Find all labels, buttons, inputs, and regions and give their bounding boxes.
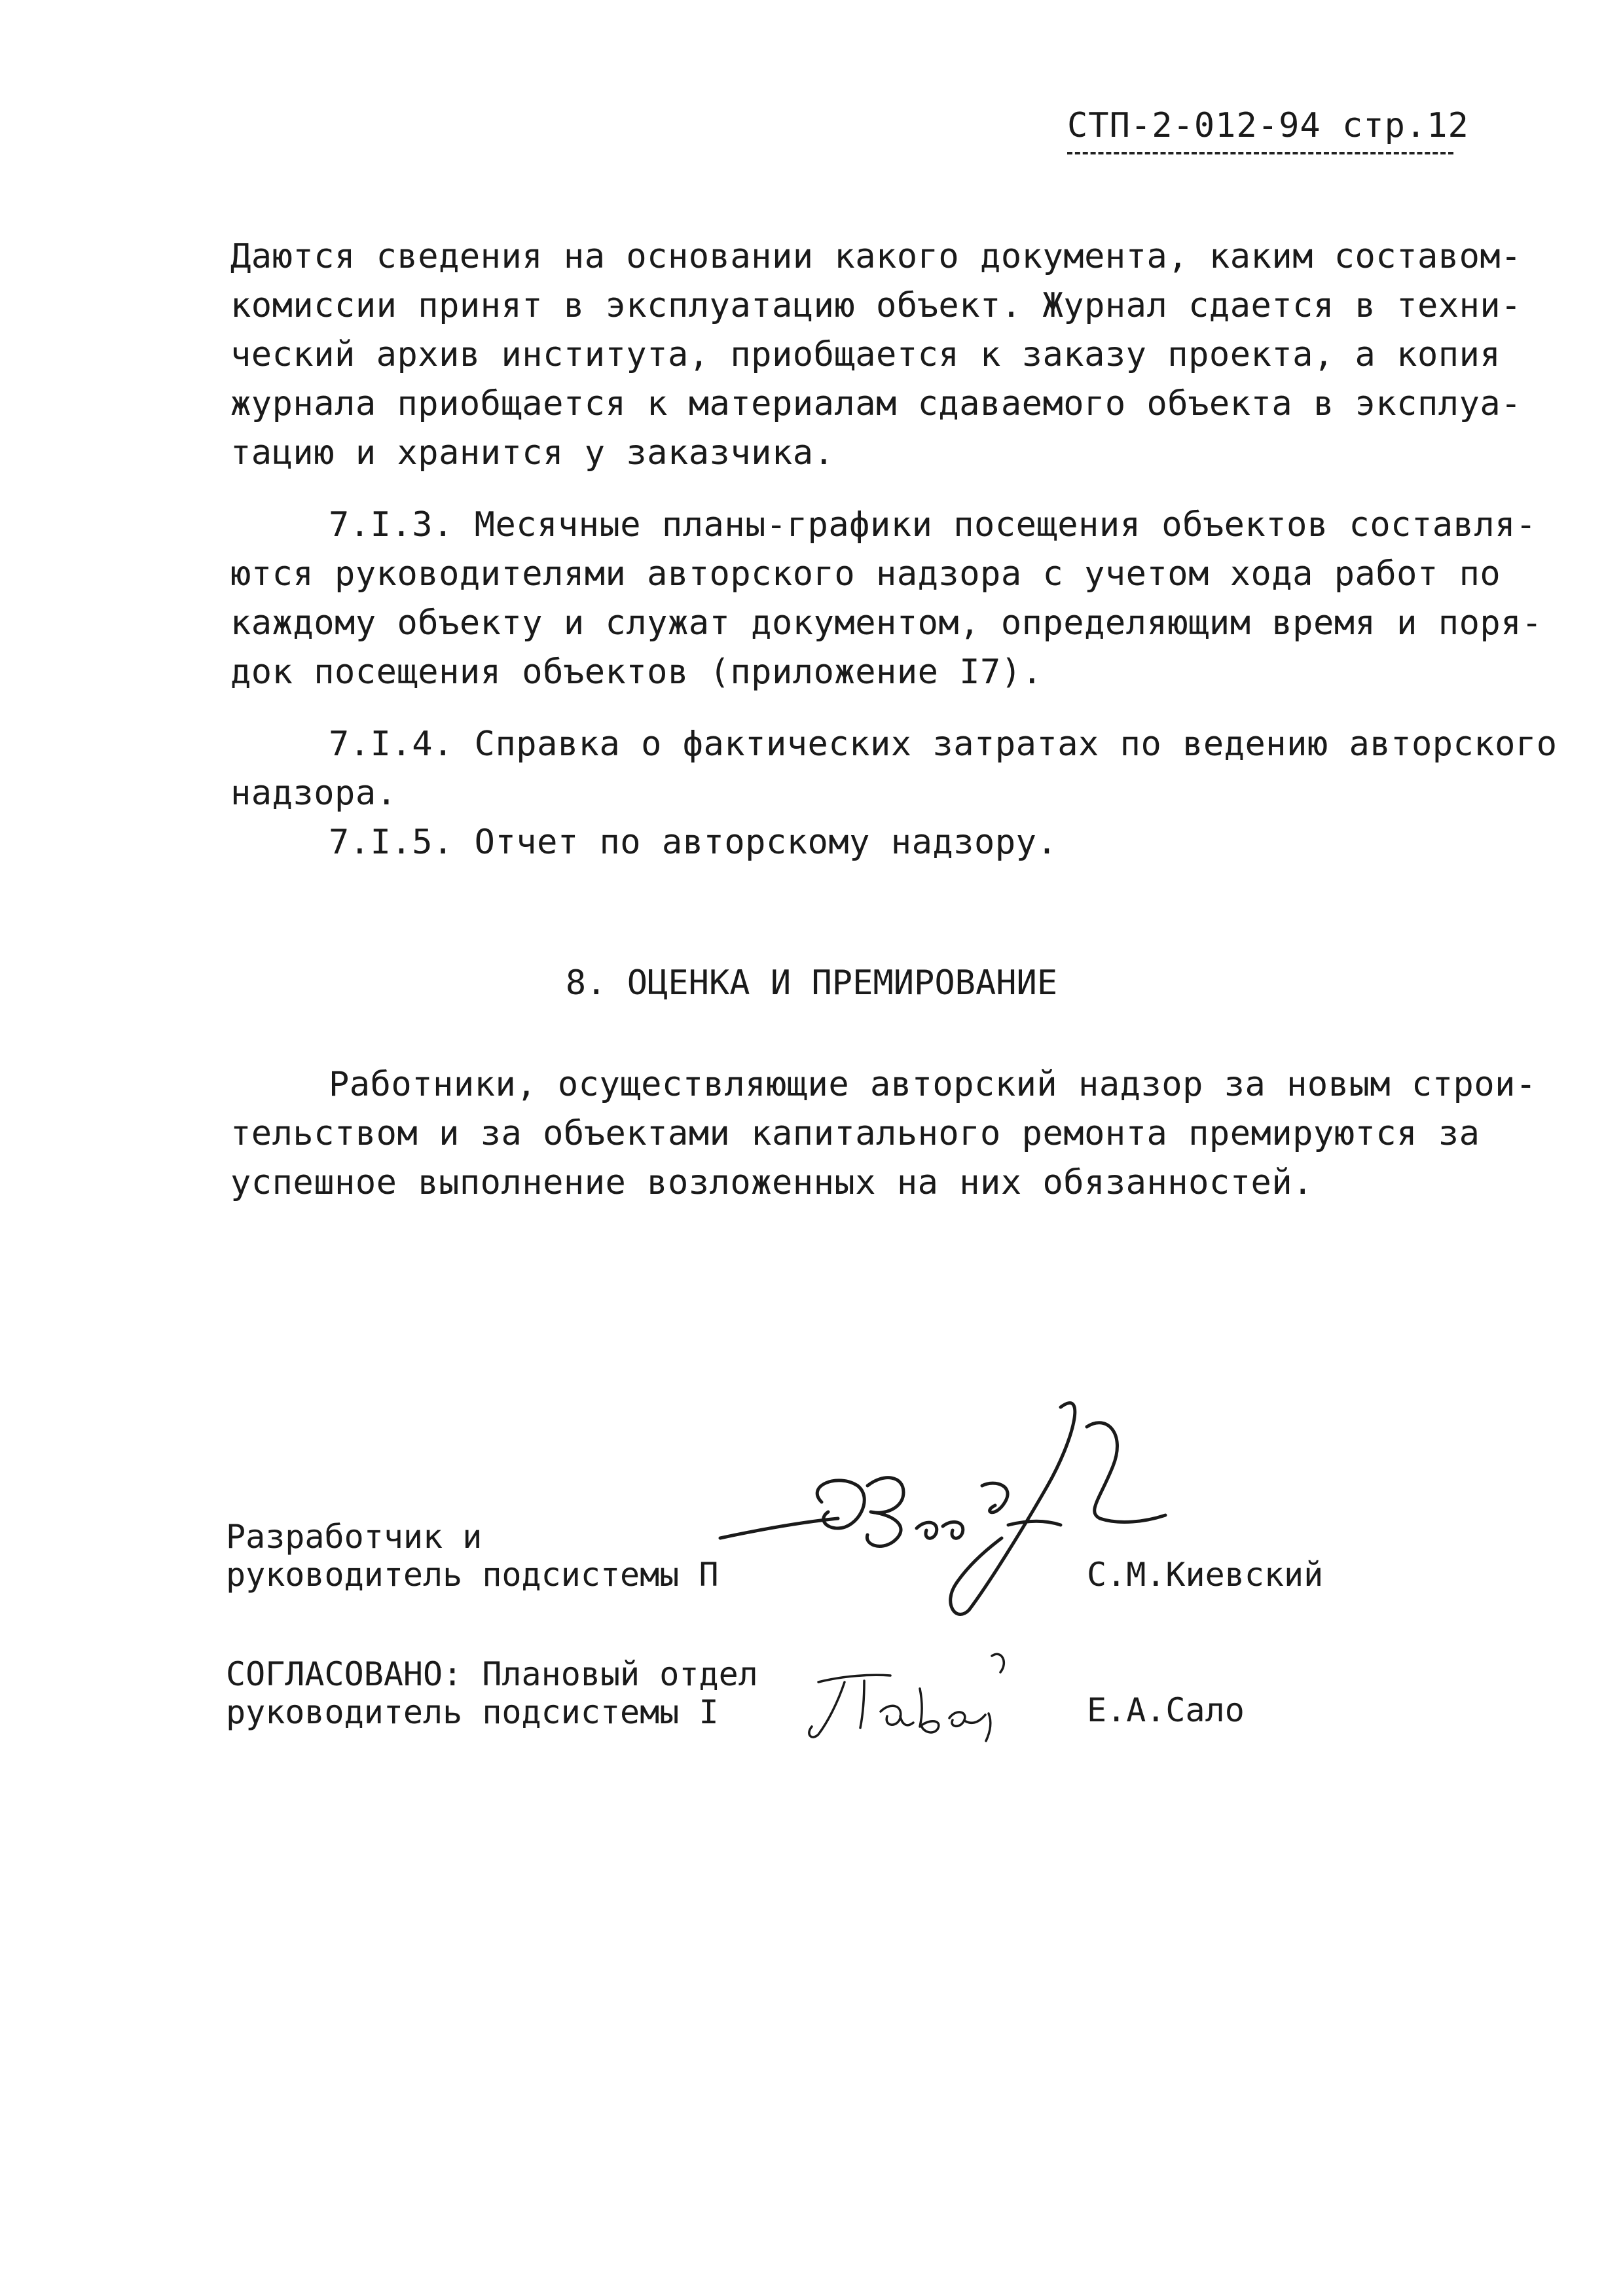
header-underline [1067, 152, 1453, 154]
text-line: ются руководителями авторского надзора с учетом хода работ по [230, 554, 1501, 594]
text-line: каждому объекту и служат документом, определяющим время и поря- [230, 603, 1542, 643]
paragraph-7-1-4 [230, 720, 1558, 818]
text-line: тельством и за объектами капитального ремонта премируются за [230, 1114, 1480, 1153]
document-code: СТП-2-012-94 стр.12 [1067, 106, 1469, 145]
text-line: док посещения объектов (приложение I7). [230, 653, 1043, 692]
text-line: 7.I.4. Справка о фактических затратах по ведению авторского [329, 725, 1558, 764]
section-title: 8. ОЦЕНКА И ПРЕМИРОВАНИЕ [565, 963, 1058, 1003]
developer-name: С.М.Киевский [1087, 1556, 1324, 1594]
developer-signature-icon [707, 1388, 1178, 1636]
approved-label-line1: СОГЛАСОВАНО: Плановый отдел [226, 1655, 758, 1693]
approved-signature-icon [792, 1643, 1028, 1748]
text-line: ческий архив института, приобщается к заказу проекта, а копия [230, 335, 1501, 374]
text-line: 7.I.3. Месячные планы-графики посещения объектов составля- [329, 505, 1537, 545]
text-line: комиссии принят в эксплуатацию объект. Журнал сдается в техни- [230, 286, 1522, 325]
paragraph-7-1-5 [230, 818, 1514, 867]
text-line: Работники, осуществляющие авторский надзор за новым строи- [329, 1065, 1537, 1104]
paragraph-7-1-3 [230, 501, 1542, 697]
approved-name: Е.А.Сало [1087, 1691, 1245, 1729]
text-line: Даются сведения на основании какого документа, каким составом- [230, 237, 1522, 276]
approved-label-line2: руководитель подсистемы I [226, 1693, 719, 1731]
paragraph-journal [230, 232, 1522, 478]
developer-label-line1: Разработчик и [226, 1518, 483, 1556]
text-line: 7.I.5. Отчет по авторскому надзору. [329, 823, 1058, 862]
text-line: тацию и хранится у заказчика. [230, 433, 835, 473]
paragraph-bonus [230, 1060, 1537, 1208]
developer-label-line2: руководитель подсистемы П [226, 1556, 719, 1594]
text-line: надзора. [230, 774, 397, 813]
text-line: журнала приобщается к материалам сдаваемого объекта в эксплуа- [230, 384, 1522, 423]
text-line: успешное выполнение возложенных на них обязанностей. [230, 1163, 1313, 1202]
